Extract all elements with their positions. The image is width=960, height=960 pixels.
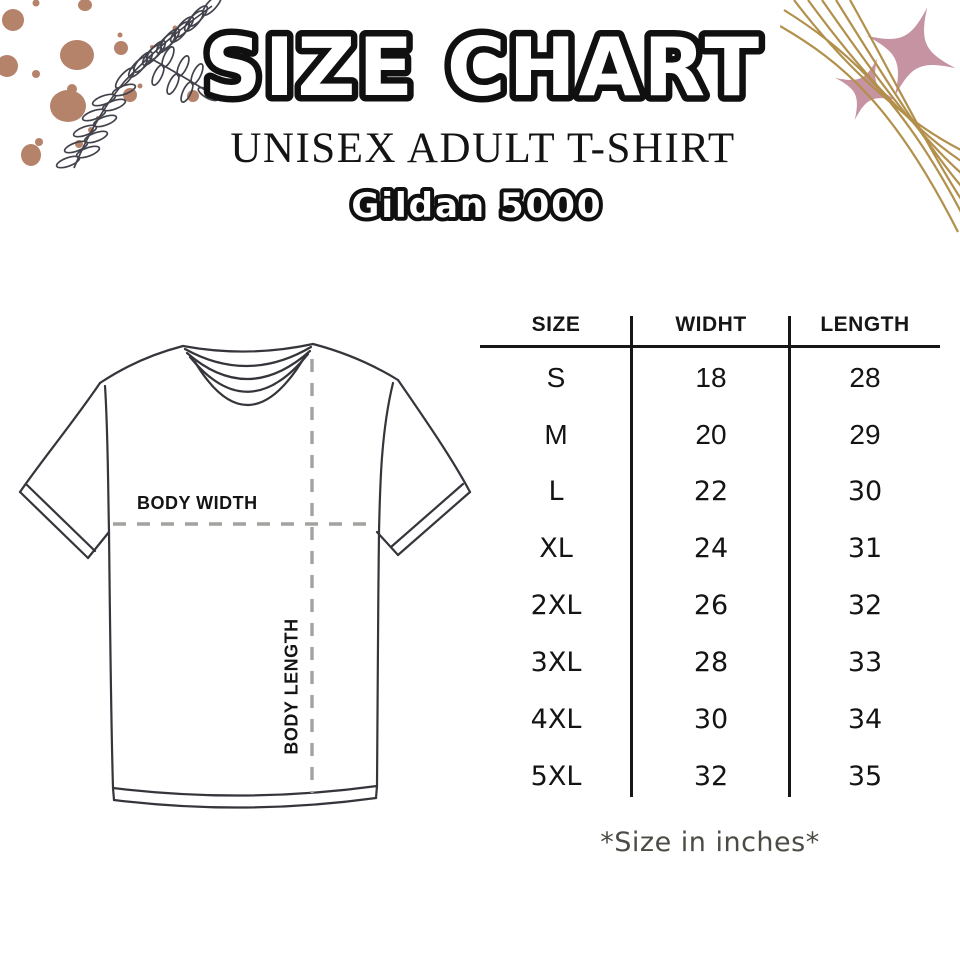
cell-length: 29 [849, 419, 881, 450]
title-banner [0, 20, 960, 126]
units-footnote: *Size in inches* [600, 827, 820, 858]
column-header-size: SIZE [531, 313, 581, 336]
brand-banner [0, 180, 960, 232]
cell-size: 2XL [530, 590, 582, 621]
cell-size: 5XL [530, 761, 582, 792]
size-table [480, 302, 940, 807]
body-length-label: BODY LENGTH [281, 618, 302, 755]
brand-name: Gildan 5000 [351, 186, 603, 226]
page-title: SIZE CHART [203, 21, 763, 114]
table-row [480, 577, 940, 634]
column-header-length: LENGTH [820, 313, 910, 336]
body-width-label: BODY WIDTH [137, 493, 258, 513]
table-header-row [480, 302, 940, 348]
cell-length: 32 [847, 590, 883, 621]
table-row [480, 349, 940, 406]
cell-length: 28 [849, 362, 881, 393]
cell-width: 32 [693, 761, 729, 792]
hem-top-line [113, 786, 377, 796]
cell-width: 30 [693, 704, 729, 735]
cell-length: 30 [847, 476, 883, 507]
cell-width: 22 [693, 476, 729, 507]
table-row [480, 748, 940, 805]
left-underarm [88, 532, 109, 558]
cell-width: 28 [693, 647, 729, 678]
cell-length: 31 [847, 533, 883, 564]
cell-size: XL [539, 533, 573, 564]
table-row [480, 406, 940, 463]
right-cuff-edge [398, 492, 470, 555]
left-body-side [105, 386, 113, 788]
table-row [480, 520, 940, 577]
table-row [480, 691, 940, 748]
cell-size: 3XL [530, 647, 582, 678]
hem-bottom-line [114, 798, 376, 808]
left-shoulder-seam [100, 346, 183, 383]
table-row [480, 463, 940, 520]
left-cuff-edge [20, 492, 88, 558]
left-cuff-band [27, 485, 95, 551]
column-header-width: WIDHT [675, 313, 747, 336]
cell-size: 4XL [530, 704, 582, 735]
cell-size: M [544, 419, 568, 450]
cell-length: 33 [847, 647, 883, 678]
collar-top-line [183, 344, 313, 352]
table-row [480, 634, 940, 691]
cell-width: 20 [695, 419, 727, 450]
cell-size: L [548, 476, 564, 507]
cell-width: 24 [693, 533, 729, 564]
subtitle: UNISEX ADULT T-SHIRT [230, 125, 736, 172]
right-sleeve-outer [398, 380, 470, 492]
cell-length: 34 [847, 704, 883, 735]
left-sleeve-outer [20, 383, 100, 492]
table-body [480, 349, 940, 805]
tshirt-diagram-area [15, 332, 475, 818]
right-body-side [377, 383, 393, 786]
right-shoulder-seam [313, 344, 398, 380]
tshirt-outline-drawing [15, 332, 475, 818]
cell-width: 26 [693, 590, 729, 621]
cell-size: S [546, 362, 566, 393]
cell-length: 35 [847, 761, 883, 792]
right-cuff-band [391, 484, 463, 547]
cell-width: 18 [695, 362, 727, 393]
